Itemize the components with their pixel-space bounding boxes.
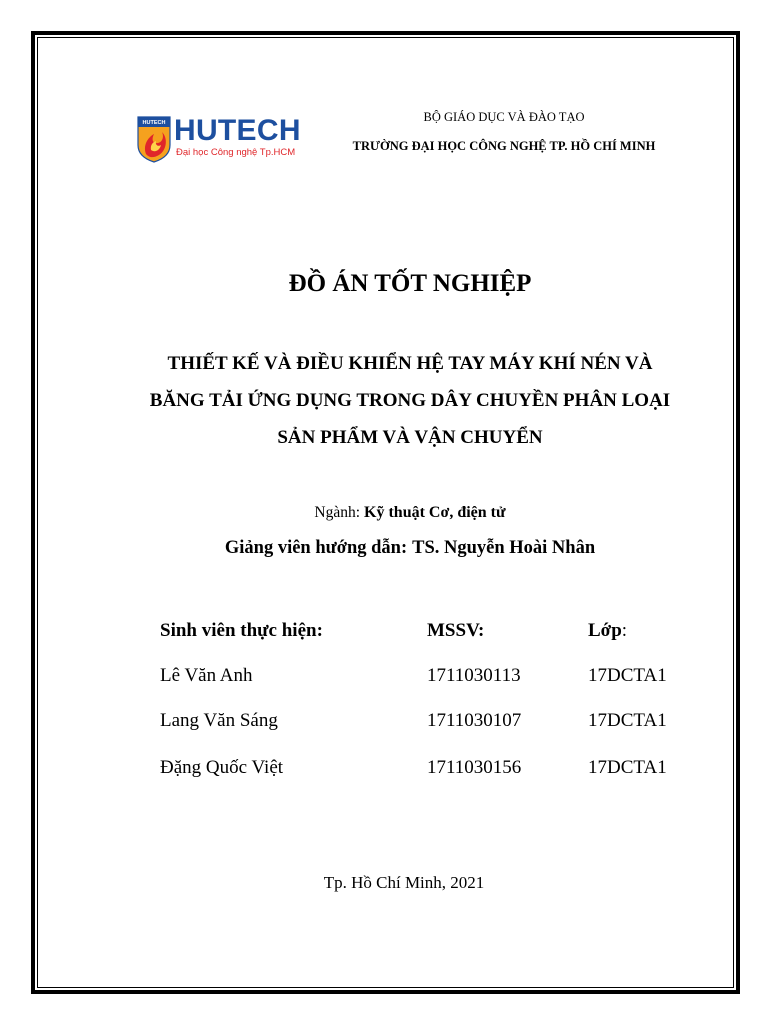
student-id: 1711030156 — [427, 757, 522, 778]
advisor-name: TS. Nguyễn Hoài Nhân — [412, 538, 596, 558]
student-name: Lang Văn Sáng — [160, 710, 278, 731]
thesis-title-line: THIẾT KẾ VÀ ĐIỀU KHIỂN HỆ TAY MÁY KHÍ NÉN VÀ — [167, 353, 653, 374]
thesis-title-line: SẢN PHẨM VÀ VẬN CHUYỂN — [277, 427, 543, 448]
ministry-name: BỘ GIÁO DỤC VÀ ĐÀO TẠO — [423, 110, 585, 124]
advisor-line — [110, 536, 710, 560]
thesis-title — [110, 345, 710, 456]
students-header-class-label: Lớp — [588, 620, 622, 641]
student-id: 1711030113 — [427, 665, 521, 686]
place-and-year: Tp. Hồ Chí Minh, 2021 — [323, 873, 485, 892]
logo-tagline: Đại học Công nghệ Tp.HCM — [176, 147, 296, 158]
hutech-shield-icon — [137, 116, 171, 163]
advisor-label: Giảng viên hướng dẫn: — [224, 538, 408, 558]
major-line — [110, 503, 710, 523]
students-header-name: Sinh viên thực hiện: — [160, 620, 323, 641]
major-label: Ngành: — [314, 504, 361, 521]
major-value: Kỹ thuật Cơ, điện tử — [364, 504, 506, 521]
students-header-id: MSSV: — [427, 620, 485, 641]
student-name: Đặng Quốc Việt — [160, 757, 284, 778]
student-id: 1711030107 — [427, 710, 522, 731]
student-class: 17DCTA1 — [588, 757, 667, 778]
document-type-title: ĐỒ ÁN TỐT NGHIỆP — [288, 270, 532, 297]
thesis-title-line: BĂNG TẢI ỨNG DỤNG TRONG DÂY CHUYỀN PHÂN LOẠI — [149, 390, 671, 411]
emblem-lettering: HUTECH — [142, 120, 166, 127]
students-header-class-colon: : — [621, 620, 628, 641]
logo-wordmark: HUTECH — [174, 114, 301, 147]
student-name: Lê Văn Anh — [160, 665, 253, 686]
university-name: TRƯỜNG ĐẠI HỌC CÔNG NGHỆ TP. HỒ CHÍ MINH — [352, 139, 656, 153]
students-header-class — [588, 619, 627, 643]
student-class: 17DCTA1 — [588, 665, 667, 686]
student-class: 17DCTA1 — [588, 710, 667, 731]
